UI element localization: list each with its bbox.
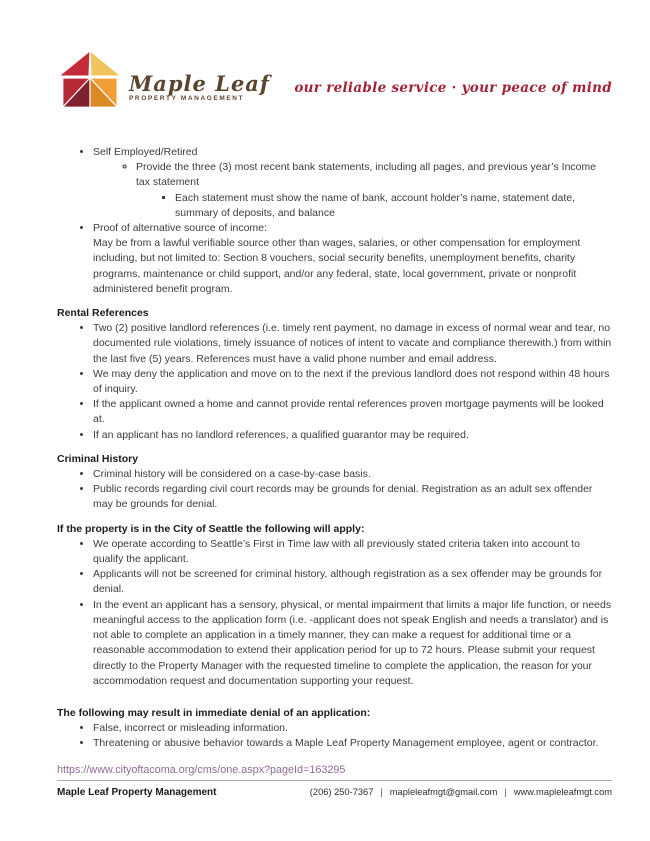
bullet-text: Each statement must show the name of bank, account holder’s name, statement date, summary of deposits, and balance [175,191,576,219]
logo-text-block [129,71,270,110]
document-header [57,48,612,110]
rental-references-section [57,306,612,443]
rental-references-heading: Rental References [57,307,149,320]
bullet-item: • Public records regarding civil court records may be grounds for denial. Registration as an adult sex offender may be grounds for denial. [93,482,612,512]
bullet-item [136,160,612,221]
footer-separator: | [504,787,507,797]
alt-income-paragraph: May be from a lawful verifiable source other than wages, salaries, or other compensation for employment including, but not limited to: Section 8 vouchers, social security benefits, unemployment benefits, charity programs, maintenance or child support, and/or any federal, state, local government, private or nonprofit administered benefit program. [93,237,581,295]
bullet-text: Proof of alternative source of income: [93,222,267,235]
bullet-item [175,191,612,221]
criminal-history-heading: Criminal History [57,452,139,465]
logo-company-subtitle: PROPERTY MANAGEMENT [129,95,245,102]
bullet-item: • Two (2) positive landlord references (i.e. timely rent payment, no damage in excess of normal wear and tear, no documented rule violations, timely issuance of notices of intent to vacate and compliance therewith.) from within the last five (5) years. References must have a valid phone number and email address. [93,321,612,367]
bullet-item: • If the applicant owned a home and cannot provide rental references proven mortgage payments will be looked at. [93,397,612,427]
company-tagline: our reliable service · your peace of mind [294,80,612,96]
house-logo-icon [57,48,123,110]
bullet-item: • We operate according to Seattle’s First in Time law with all previously stated criteria taken into account to qualify the applicant. [93,537,612,567]
document-footer [57,780,612,798]
footer-separator: | [380,787,383,797]
footer-email: mapleleafmgt@gmail.com [389,787,498,797]
footer-website: www.mapleleafmgt.com [513,787,612,797]
bullet-item [93,221,612,297]
bullet-item: • We may deny the application and move on to the next if the previous landlord does not respond within 48 hours of inquiry. [93,367,612,397]
bullet-item: • If an applicant has no landlord references, a qualified guarantor may be required. [93,428,612,443]
bullet-item: • In the event an applicant has a sensory, physical, or mental impairment that limits a major life function, or needs meaningful access to the application form (i.e. -applicant does not speak English and needs a translator) and is not able to complete an application in a timely manner, they can make a request for additional time or a reasonable accommodation to extend their application period for up to 72 hours. Please submit your request directly to the Property Manager with the requested timeline to complete the application, the reason for your accommodation request and documentation supporting your request. [93,598,612,689]
footer-contact-info [310,787,612,797]
bullet-item: • False, incorrect or misleading information. [93,721,612,736]
bullet-item: • Applicants will not be screened for criminal history, although registration as a sex offender may be grounds for denial. [93,567,612,597]
bullet-text: Provide the three (3) most recent bank statements, including all pages, and previous year’s Income tax statement [136,161,597,189]
denial-section [57,706,612,752]
criminal-history-section [57,452,612,513]
income-section [57,145,612,297]
maple-leaf-logo [57,48,270,110]
bullet-item: • Criminal history will be considered on a case-by-case basis. [93,467,612,482]
seattle-heading: If the property is in the City of Seattle the following will apply: [57,522,365,535]
seattle-section [57,522,612,689]
footer-phone: (206) 250-7367 [309,787,374,797]
footer-company-name: Maple Leaf Property Management [57,787,217,798]
bullet-text: Self Employed/Retired [93,146,198,158]
denial-heading: The following may result in immediate denial of an application: [57,706,371,719]
bullet-item [93,145,612,221]
cityoftacoma-link[interactable]: https://www.cityoftacoma.org/cms/one.aspx?pageId=163295 [57,763,346,776]
document-body [57,145,612,778]
logo-company-name: Maple Leaf [129,71,270,96]
bullet-item: • Threatening or abusive behavior towards a Maple Leaf Property Management employee, agent or contractor. [93,736,612,751]
